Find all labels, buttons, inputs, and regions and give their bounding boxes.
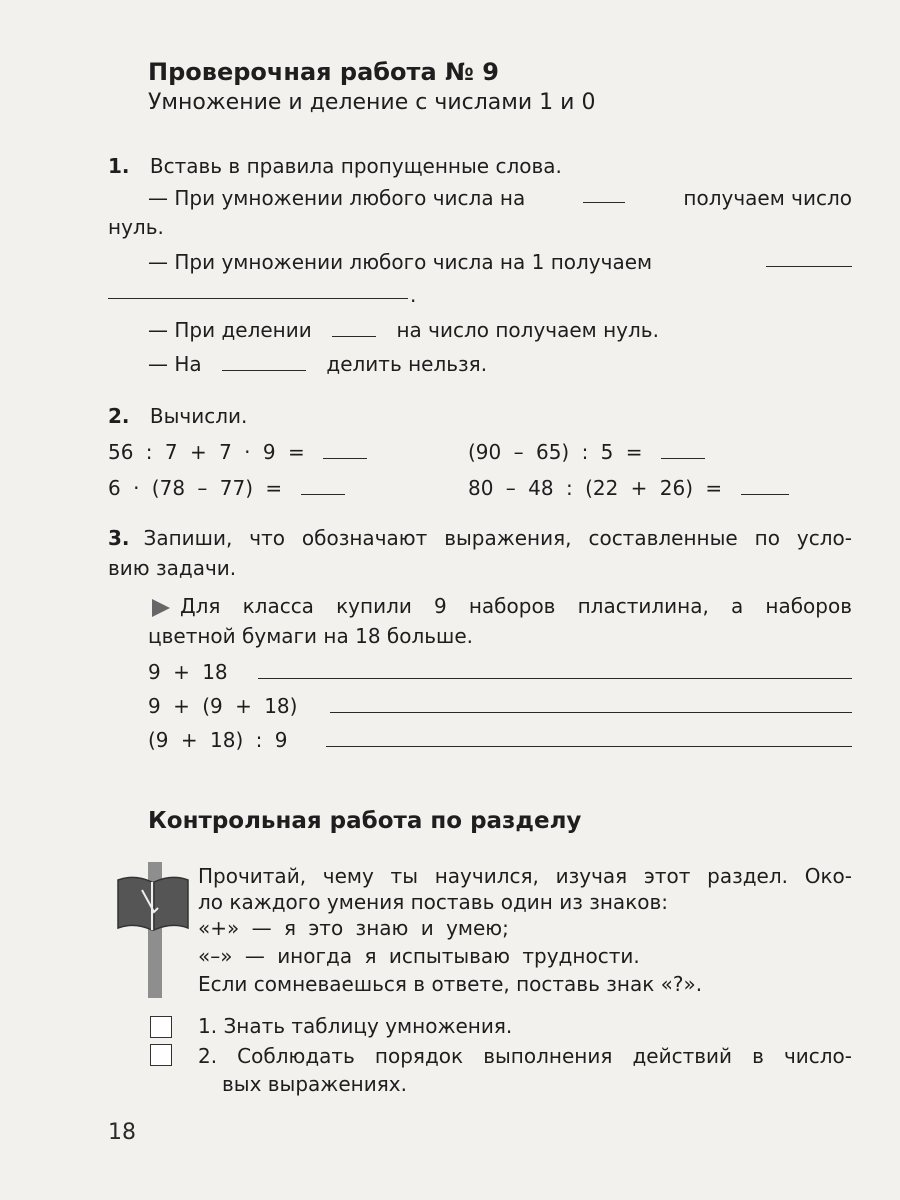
section2-intro-line1: Прочитай, чему ты научился, изучая этот раздел. Око- — [198, 864, 852, 888]
task2-expr3: 6 · (78 – 77) = — [108, 476, 283, 500]
section2-intro-line2: ло каждого умения поставь один из знаков: — [198, 890, 669, 914]
task2-answer3[interactable] — [301, 476, 345, 495]
task1-rule3 — [148, 316, 659, 344]
task3-answer-line2[interactable] — [330, 712, 852, 713]
rule4-text-a: — На — [148, 352, 202, 376]
task2-expr4: 80 – 48 : (22 + 26) = — [468, 476, 723, 500]
rule4-text-b: делить нельзя. — [326, 352, 488, 376]
task2-header — [108, 402, 247, 430]
task1-header — [108, 152, 562, 180]
open-book-icon — [114, 872, 192, 938]
section2-intro-line3: «+» — я это знаю и умею; — [198, 916, 509, 940]
section2-title: Контрольная работа по разделу — [148, 808, 582, 834]
rule1-text-c: нуль. — [108, 215, 164, 239]
triangle-right-icon — [150, 597, 172, 623]
task2-number: 2. — [108, 404, 130, 428]
task1-rule4 — [148, 350, 487, 378]
task2-expr2: (90 – 65) : 5 = — [468, 440, 643, 464]
skill2-checkbox[interactable] — [150, 1044, 172, 1066]
rule3-text-a: — При делении — [148, 318, 312, 342]
task2-expr3-row — [108, 474, 345, 502]
rule4-blank[interactable] — [222, 352, 306, 371]
rule3-blank[interactable] — [332, 318, 376, 337]
task3-answer-line3[interactable] — [326, 746, 852, 747]
skill2-text-line1: 2. Соблюдать порядок выполнения действий в число- — [198, 1044, 852, 1068]
section2-intro-line4: «–» — иногда я испытываю трудности. — [198, 944, 640, 968]
task2-answer4[interactable] — [741, 476, 789, 495]
task2-expr2-row — [468, 438, 705, 466]
page-subtitle: Умножение и деление с числами 1 и 0 — [148, 90, 596, 115]
rule1-text-a: — При умножении любого числа на — [148, 186, 526, 210]
task2-answer2[interactable] — [661, 440, 705, 459]
page-number: 18 — [108, 1120, 136, 1145]
task3-expr3: (9 + 18) : 9 — [148, 728, 288, 752]
task2-expr4-row — [468, 474, 789, 502]
section2-intro-line5: Если сомневаешься в ответе, поставь знак «?». — [198, 972, 703, 996]
task1-prompt: Вставь в правила пропущенные слова. — [149, 154, 562, 178]
rule2-text: — При умножении любого числа на 1 получаем — [148, 250, 653, 274]
skill1-checkbox[interactable] — [150, 1016, 172, 1038]
task3-problem-line2: цветной бумаги на 18 больше. — [148, 624, 473, 648]
task2-expr1-row — [108, 438, 367, 466]
task3-expr2: 9 + (9 + 18) — [148, 694, 298, 718]
rule1-text-b: получаем число — [683, 186, 852, 210]
task3-problem-line1: Для класса купили 9 наборов пластилина, а наборов — [180, 594, 852, 618]
rule1-blank[interactable] — [583, 184, 625, 203]
task3-header — [108, 524, 852, 552]
task2-expr1: 56 : 7 + 7 · 9 = — [108, 440, 305, 464]
rule2-blank-2[interactable] — [108, 298, 408, 299]
task2-prompt: Вычисли. — [149, 404, 248, 428]
task3-prompt-line2: вию задачи. — [108, 556, 237, 580]
page-title: Проверочная работа № 9 — [148, 58, 499, 86]
task1-rule1 — [148, 184, 852, 212]
rule2-blank-1[interactable] — [766, 266, 852, 267]
task3-expr1: 9 + 18 — [148, 660, 228, 684]
rule2-period: . — [410, 283, 417, 307]
skill1-text: 1. Знать таблицу умножения. — [198, 1014, 513, 1038]
skill2-text-line2: вых выражениях. — [222, 1072, 407, 1096]
task3-number: 3. — [108, 526, 130, 550]
task2-answer1[interactable] — [323, 440, 367, 459]
task3-answer-line1[interactable] — [258, 678, 852, 679]
task1-number: 1. — [108, 154, 130, 178]
rule3-text-b: на число получаем нуль. — [396, 318, 659, 342]
task3-prompt-line1: Запиши, что обозначают выражения, составленные по усло- — [143, 526, 852, 550]
